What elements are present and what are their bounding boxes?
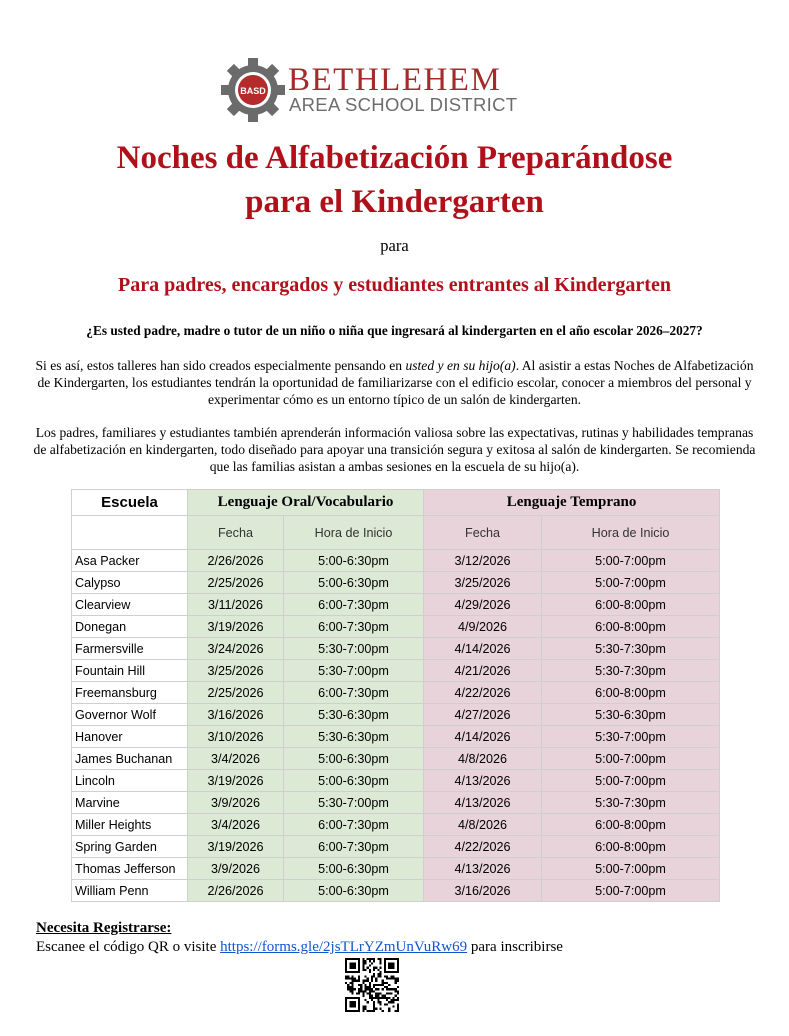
school-name: Marvine xyxy=(72,792,188,814)
subheader-time-2: Hora de Inicio xyxy=(542,516,720,550)
oral-time: 6:00-7:30pm xyxy=(284,594,424,616)
subheader-time-1: Hora de Inicio xyxy=(284,516,424,550)
school-name: Asa Packer xyxy=(72,550,188,572)
table-row xyxy=(72,836,720,858)
oral-date: 3/4/2026 xyxy=(188,814,284,836)
early-time: 5:00-7:00pm xyxy=(542,770,720,792)
title-line-2: para el Kindergarten xyxy=(245,184,544,220)
paragraph1-italic: usted y en su hijo(a) xyxy=(405,358,516,373)
table-row xyxy=(72,704,720,726)
school-name: Farmersville xyxy=(72,638,188,660)
oral-date: 3/24/2026 xyxy=(188,638,284,660)
school-name: Thomas Jefferson xyxy=(72,858,188,880)
logo-badge-text: BASD xyxy=(240,86,266,96)
header-oral-vocabulary: Lenguaje Oral/Vocabulario xyxy=(188,490,424,516)
table-row xyxy=(72,550,720,572)
oral-date: 3/19/2026 xyxy=(188,770,284,792)
title-line-1: Noches de Alfabetización Preparándose xyxy=(116,140,673,176)
early-date: 4/22/2026 xyxy=(424,836,542,858)
subheader-date-1: Fecha xyxy=(188,516,284,550)
table-row xyxy=(72,594,720,616)
subheader-blank xyxy=(72,516,188,550)
early-time: 6:00-8:00pm xyxy=(542,594,720,616)
oral-date: 3/25/2026 xyxy=(188,660,284,682)
register-text-before: Escanee el código QR o visite xyxy=(36,939,221,955)
table-row xyxy=(72,792,720,814)
table-row xyxy=(72,858,720,880)
school-name: Fountain Hill xyxy=(72,660,188,682)
oral-date: 3/10/2026 xyxy=(188,726,284,748)
table-row xyxy=(72,726,720,748)
qr-code-icon[interactable] xyxy=(345,958,399,1012)
oral-date: 2/26/2026 xyxy=(188,880,284,902)
school-name: Governor Wolf xyxy=(72,704,188,726)
oral-date: 2/26/2026 xyxy=(188,550,284,572)
logo-district-subtitle: AREA SCHOOL DISTRICT xyxy=(289,94,518,115)
paragraph1-after: . Al asistir a estas Noches de Alfabetización de Kindergarten, los estudiantes tendrán la oportunidad de familiarizarse con el edificio escolar, conocer a miembros del personal y experimentar cómo es un entorno típico de un salón de kindergarten. xyxy=(37,358,754,407)
oral-date: 3/19/2026 xyxy=(188,836,284,858)
district-logo xyxy=(220,58,530,122)
early-time: 5:00-7:00pm xyxy=(542,550,720,572)
early-time: 5:00-7:00pm xyxy=(542,858,720,880)
early-time: 6:00-8:00pm xyxy=(542,836,720,858)
oral-time: 5:30-6:30pm xyxy=(284,726,424,748)
early-time: 6:00-8:00pm xyxy=(542,616,720,638)
schedule-body xyxy=(72,550,720,902)
early-date: 4/27/2026 xyxy=(424,704,542,726)
table-row xyxy=(72,770,720,792)
oral-time: 5:00-6:30pm xyxy=(284,858,424,880)
early-date: 4/13/2026 xyxy=(424,770,542,792)
oral-time: 6:00-7:30pm xyxy=(284,836,424,858)
early-date: 4/8/2026 xyxy=(424,814,542,836)
early-date: 4/22/2026 xyxy=(424,682,542,704)
oral-time: 6:00-7:30pm xyxy=(284,814,424,836)
info-paragraph: Los padres, familiares y estudiantes también aprenderán información valiosa sobre las expectativas, rutinas y habilidades tempranas de alfabetización en kindergarten, todo diseñado para apoyar una transición segura y exitosa al salón de kindergarten. Se recomienda que las familias asistan a ambas sesiones en la escuela de su hijo(a). xyxy=(33,425,756,474)
school-name: Calypso xyxy=(72,572,188,594)
table-header-row xyxy=(72,490,720,516)
table-row xyxy=(72,660,720,682)
early-time: 5:30-7:30pm xyxy=(542,638,720,660)
page-title xyxy=(0,136,789,224)
early-date: 3/12/2026 xyxy=(424,550,542,572)
early-time: 6:00-8:00pm xyxy=(542,814,720,836)
school-name: William Penn xyxy=(72,880,188,902)
early-time: 6:00-8:00pm xyxy=(542,682,720,704)
table-row xyxy=(72,748,720,770)
subtitle: Para padres, encargados y estudiantes entrantes al Kindergarten xyxy=(118,274,671,296)
oral-date: 2/25/2026 xyxy=(188,572,284,594)
oral-time: 5:30-7:00pm xyxy=(284,660,424,682)
table-row xyxy=(72,616,720,638)
register-heading: Necesita Registrarse: xyxy=(36,920,172,936)
oral-time: 5:00-6:30pm xyxy=(284,572,424,594)
early-date: 4/14/2026 xyxy=(424,638,542,660)
early-time: 5:00-7:00pm xyxy=(542,572,720,594)
early-date: 3/25/2026 xyxy=(424,572,542,594)
oral-time: 6:00-7:30pm xyxy=(284,616,424,638)
header-early-language: Lenguaje Temprano xyxy=(424,490,720,516)
school-name: Miller Heights xyxy=(72,814,188,836)
early-date: 3/16/2026 xyxy=(424,880,542,902)
oral-time: 5:30-6:30pm xyxy=(284,704,424,726)
school-name: Hanover xyxy=(72,726,188,748)
table-row xyxy=(72,572,720,594)
school-name: Clearview xyxy=(72,594,188,616)
intro-question: ¿Es usted padre, madre o tutor de un niño o niña que ingresará al kindergarten en el año escolar 2026–2027? xyxy=(86,323,703,338)
school-name: Spring Garden xyxy=(72,836,188,858)
register-link[interactable]: https://forms.gle/2jsTLrYZmUnVuRw69 xyxy=(220,939,468,955)
early-time: 5:30-7:00pm xyxy=(542,726,720,748)
oral-time: 5:00-6:30pm xyxy=(284,550,424,572)
register-text xyxy=(36,938,563,956)
intro-paragraph xyxy=(30,358,759,408)
gear-logo-icon xyxy=(220,58,286,122)
early-date: 4/14/2026 xyxy=(424,726,542,748)
early-date: 4/21/2026 xyxy=(424,660,542,682)
oral-time: 5:30-7:00pm xyxy=(284,638,424,660)
oral-time: 5:00-6:30pm xyxy=(284,770,424,792)
oral-time: 5:30-7:00pm xyxy=(284,792,424,814)
early-date: 4/8/2026 xyxy=(424,748,542,770)
oral-date: 3/9/2026 xyxy=(188,858,284,880)
oral-time: 5:00-6:30pm xyxy=(284,880,424,902)
early-date: 4/9/2026 xyxy=(424,616,542,638)
early-time: 5:00-7:00pm xyxy=(542,880,720,902)
logo-district-name: BETHLEHEM xyxy=(288,62,502,98)
oral-date: 3/19/2026 xyxy=(188,616,284,638)
para-text: para xyxy=(380,236,409,255)
school-name: James Buchanan xyxy=(72,748,188,770)
register-text-after: para inscribirse xyxy=(467,939,563,955)
table-subheader-row xyxy=(72,516,720,550)
oral-date: 3/9/2026 xyxy=(188,792,284,814)
table-row xyxy=(72,682,720,704)
table-row xyxy=(72,814,720,836)
early-time: 5:30-7:30pm xyxy=(542,792,720,814)
early-time: 5:00-7:00pm xyxy=(542,748,720,770)
schedule-table xyxy=(71,489,720,902)
early-date: 4/13/2026 xyxy=(424,792,542,814)
table-row xyxy=(72,880,720,902)
oral-date: 2/25/2026 xyxy=(188,682,284,704)
subheader-date-2: Fecha xyxy=(424,516,542,550)
paragraph1-before: Si es así, estos talleres han sido creados especialmente pensando en xyxy=(35,358,406,373)
early-time: 5:30-6:30pm xyxy=(542,704,720,726)
table-row xyxy=(72,638,720,660)
school-name: Lincoln xyxy=(72,770,188,792)
oral-date: 3/16/2026 xyxy=(188,704,284,726)
oral-date: 3/11/2026 xyxy=(188,594,284,616)
oral-time: 6:00-7:30pm xyxy=(284,682,424,704)
school-name: Freemansburg xyxy=(72,682,188,704)
oral-date: 3/4/2026 xyxy=(188,748,284,770)
oral-time: 5:00-6:30pm xyxy=(284,748,424,770)
early-time: 5:30-7:30pm xyxy=(542,660,720,682)
school-name: Donegan xyxy=(72,616,188,638)
header-school: Escuela xyxy=(72,490,188,516)
early-date: 4/29/2026 xyxy=(424,594,542,616)
early-date: 4/13/2026 xyxy=(424,858,542,880)
